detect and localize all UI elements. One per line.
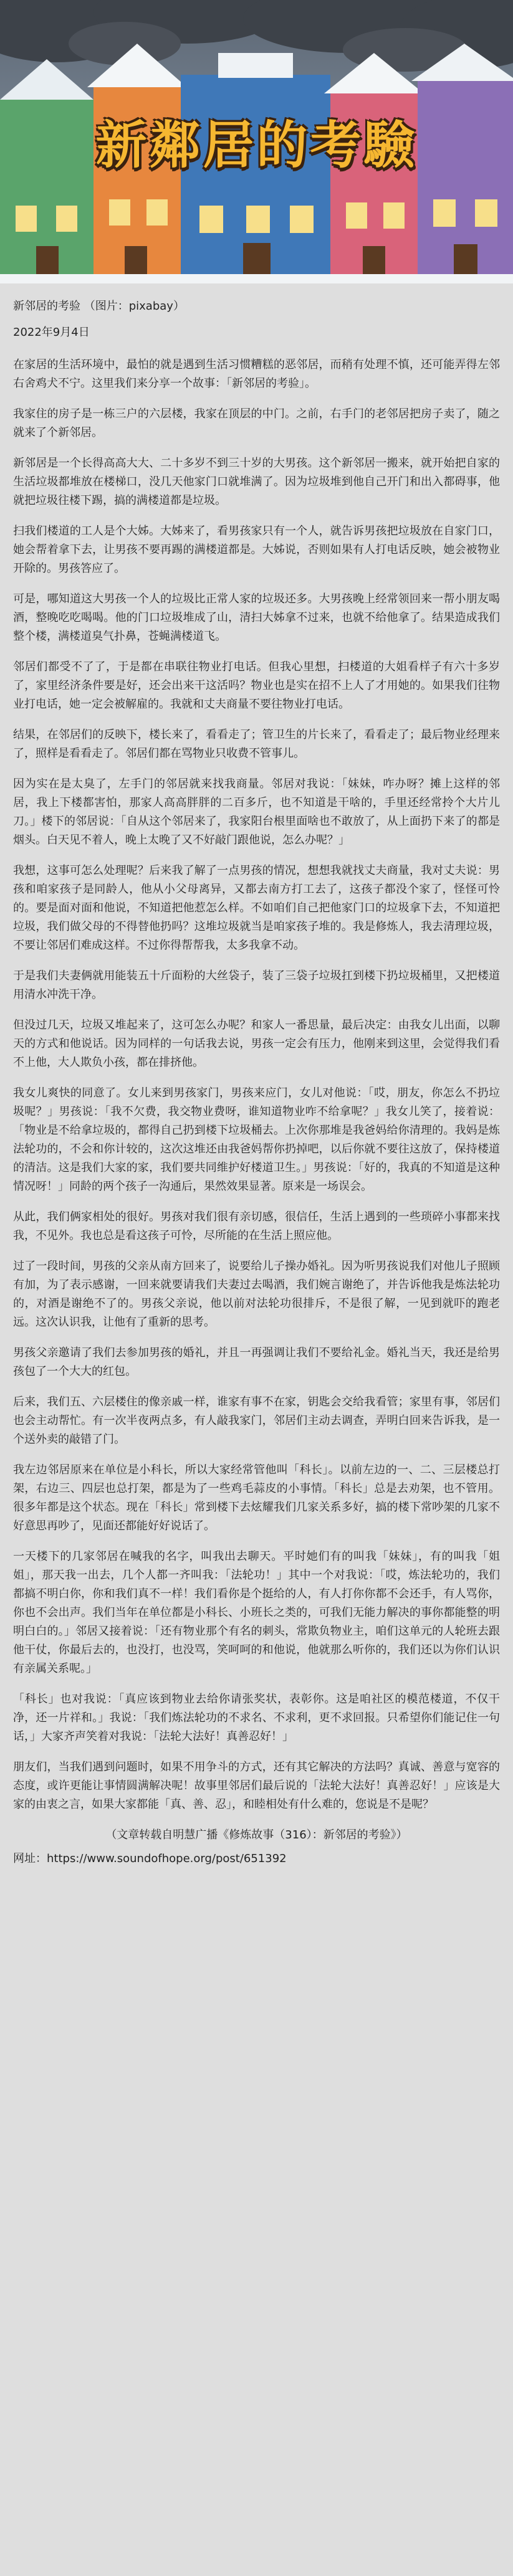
source-note: （文章转载自明慧广播《修炼故事（316）：新邻居的考验》） (105, 1828, 408, 1842)
paragraph: 我家住的房子是一栋三户的六层楼，我家在顶层的中门。之前，右手门的老邻居把房子卖了，随之就来了个新邻居。 (13, 407, 500, 439)
paragraph: 于是我们夫妻俩就用能装五十斤面粉的大丝袋子，装了三袋子垃圾扛到楼下扔垃圾桶里，又把楼道用清水冲洗干净。 (13, 969, 500, 1001)
paragraph: 我女儿爽快的同意了。女儿来到男孩家门，男孩来应门，女儿对他说：「哎，朋友，你怎么不扔垃圾呢？」男孩说：「我不欠费，我交物业费呀，谁知道物业咋不给拿呢？」我女儿笑了，接着说：「物业是不给拿垃圾的，都得自己扔到楼下垃圾桶去。上次你那堆是我爸妈给你清理的。我妈是炼法轮功的，不会和你计较的，这次这堆还由我爸妈帮你扔掉吧，以后你就不要往这放了，保持楼道的清洁。这是我们大家的家，我们要共同维护好楼道卫生。」男孩说：「好的，我真的不知道是这种情况呀！」同龄的两个孩子一沟通后，果然效果显著。原来是一场误会。 (13, 1086, 500, 1193)
paragraph: 因为实在是太臭了，左手门的邻居就来找我商量。邻居对我说：「妹妹，咋办呀？摊上这样的邻居，我上下楼都害怕，那家人高高胖胖的二百多斤，也不知道是干啥的，手里还经常拎个大片儿刀。」楼下的邻居说：「自从这个邻居来了，我家阳台根里面啥也不敢放了，从上面扔下来了的都是烟头。白天见不着人，晚上太晚了又不好敲门跟他说，怎么办呢？」 (13, 777, 500, 847)
paragraph: 「科长」也对我说：「真应该到物业去给你请张奖状，表彰你。这是咱社区的模范楼道，不仅干净，还一片祥和。」我说：「我们炼法轮功的不求名、不求利，更不求回报。只希望你们能记住一句话，」大家齐声笑着对我说：「法轮大法好！真善忍好！」 (13, 1693, 500, 1743)
paragraph: 朋友们，当我们遇到问题时，如果不用争斗的方式，还有其它解决的方法吗？真诚、善意与宽容的态度，或许更能让事情圆满解决呢！故事里邻居们最后说的「法轮大法好！真善忍好！」应该是大家的由衷之言，如果大家都能「真、善、忍」，和睦相处有什么难的，您说是不是呢？ (13, 1761, 500, 1811)
paragraph: 一天楼下的几家邻居在喊我的名字，叫我出去聊天。平时她们有的叫我「妹妹」，有的叫我「姐姐」，那天我一出去，几个人都一齐叫我：「法轮功！」其中一个对我说：「哎，炼法轮功的，我们都搞不明白你，你和我们真不一样！我们看你是个挺给的人，有人打你你都不会还手，有人骂你，你也不会出声。我们当年在单位都是小科长、小班长之类的，可我们无能力解决的事你都能整的明明白白的。」邻居又接着说：「还有物业那个有名的刺头，常欺负物业主，咱们这单元的人轮班去跟他干仗，你最后去的，也没打，也没骂，笑呵呵的和他说，他就那么听你的，我们还以为你们认识有亲属关系呢。」 (13, 1550, 500, 1675)
paragraph: 可是，哪知道这大男孩一个人的垃圾比正常人家的垃圾还多。大男孩晚上经常领回来一帮小朋友喝酒，整晚吃吃喝喝。他的门口垃圾堆成了山，清扫大姊拿不过来，也就不给他拿了。结果造成我们整个楼，满楼道臭气扑鼻，苍蝇满楼道飞。 (13, 592, 500, 643)
paragraph: 我想，这事可怎么处理呢？后来我了解了一点男孩的情况，想想我就找丈夫商量，我对丈夫说：男孩和咱家孩子是同龄人，他从小父母离异，又都去南方打工去了，这孩子都没个家了，怪怪可怜的。要是面对面和他说，不知道把他惹怎么样。不如咱们自己把他家门口的垃圾拿下去，不知道把垃圾，我们做父母的不得替他扔吗？这堆垃圾就当是咱家孩子堆的。我是修炼人，我去清理垃圾，不要让邻居们难成这样。不过你得帮帮我，太多我拿不动。 (13, 864, 500, 952)
publish-date: 2022年9月4日 (13, 326, 90, 339)
banner-title: 新鄰居的考驗 (95, 116, 418, 175)
paragraph: 邻居们都受不了了，于是都在串联往物业打电话。但我心里想，扫楼道的大姐看样子有六十多岁了，家里经济条件要是好，还会出来干这活吗？物业也是实在招不上人了才用她的。如果我们往物业打电话，她一定会被解雇的。我就和丈夫商量不要往物业打电话。 (13, 660, 500, 711)
paragraph: 结果，在邻居们的反映下，楼长来了，看看走了；管卫生的片长来了，看看走了；最后物业经理来了，照样是看看走了。邻居们都在骂物业只收费不管事儿。 (13, 728, 500, 760)
source-url-link[interactable]: 网址：https://www.soundofhope.org/post/651392 (13, 1852, 287, 1865)
paragraph: 从此，我们俩家相处的很好。男孩对我们很有亲切感，很信任，生活上遇到的一些琐碎小事都来找我，不见外。我也总是看这孩子可怜，尽所能的在生活上照应他。 (13, 1210, 500, 1242)
paragraph: 过了一段时间，男孩的父亲从南方回来了，说要给儿子操办婚礼。因为听男孩说我们对他儿子照顾有加，为了表示感谢，一回来就要请我们夫妻过去喝酒，我们婉言谢绝了，并告诉他我是炼法轮功的，对酒是谢绝不了的。男孩父亲说，他以前对法轮功很排斥，不是很了解，一见到就吓的跑老远。这次认识我，让他有了重新的思考。 (13, 1260, 500, 1329)
paragraph: 后来，我们五、六层楼住的像亲戚一样，谁家有事不在家，钥匙会交给我看管；家里有事，邻居们也会主动帮忙。有一次半夜两点多，有人敲我家门，邻居们主动去调查，弄明白回来告诉我，是一个送外卖的敲错了门。 (13, 1395, 500, 1446)
banner-illustration (0, 0, 513, 283)
image-caption: 新邻居的考验 （图片：pixabay） (13, 300, 185, 313)
paragraph: 新邻居是一个长得高高大大、二十多岁不到三十岁的大男孩。这个新邻居一搬来，就开始把自家的生活垃圾都堆放在楼梯口，没几天他家门口就堆满了。因为垃圾堆到他自己开门和出入都碍事，他就把垃圾往楼下踢，搞的满楼道都是垃圾。 (13, 457, 500, 507)
paragraph: 但没过几天，垃圾又堆起来了，这可怎么办呢？和家人一番思量，最后决定：由我女儿出面，以聊天的方式和他说话。因为同样的一句话我去说，男孩一定会有压力，他刚来到这里，会觉得我们看不上他，大人欺负小孩，都在排挤他。 (13, 1019, 500, 1069)
paragraph: 在家居的生活环境中，最怕的就是遇到生活习惯糟糕的恶邻居，而稍有处理不慎，还可能弄得左邻右舍鸡犬不宁。这里我们来分享一个故事：「新邻居的考验」。 (13, 358, 500, 390)
article-body (0, 283, 513, 1868)
paragraph: 我左边邻居原来在单位是小科长，所以大家经常管他叫「科长」。以前左边的一、二、三层楼总打架，右边三、四层也总打架，都是为了一些鸡毛蒜皮的小事情。「科长」总是去劝架，也不管用。很多年都是这个状态。现在「科长」常到楼下去炫耀我们几家关系多好，搞的楼下常吵架的几家不好意思再吵了，见面还都能好好说话了。 (13, 1463, 500, 1533)
paragraph: 男孩父亲邀请了我们去参加男孩的婚礼，并且一再强调让我们不要给礼金。婚礼当天，我还是给男孩包了一个大大的红包。 (13, 1346, 500, 1378)
paragraph: 扫我们楼道的工人是个大姊。大姊来了，看男孩家只有一个人，就告诉男孩把垃圾放在自家门口，她会帮着拿下去，让男孩不要再踢的满楼道都是。大姊说，否则如果有人打电话反映，她会被物业开除的。男孩答应了。 (13, 525, 500, 575)
